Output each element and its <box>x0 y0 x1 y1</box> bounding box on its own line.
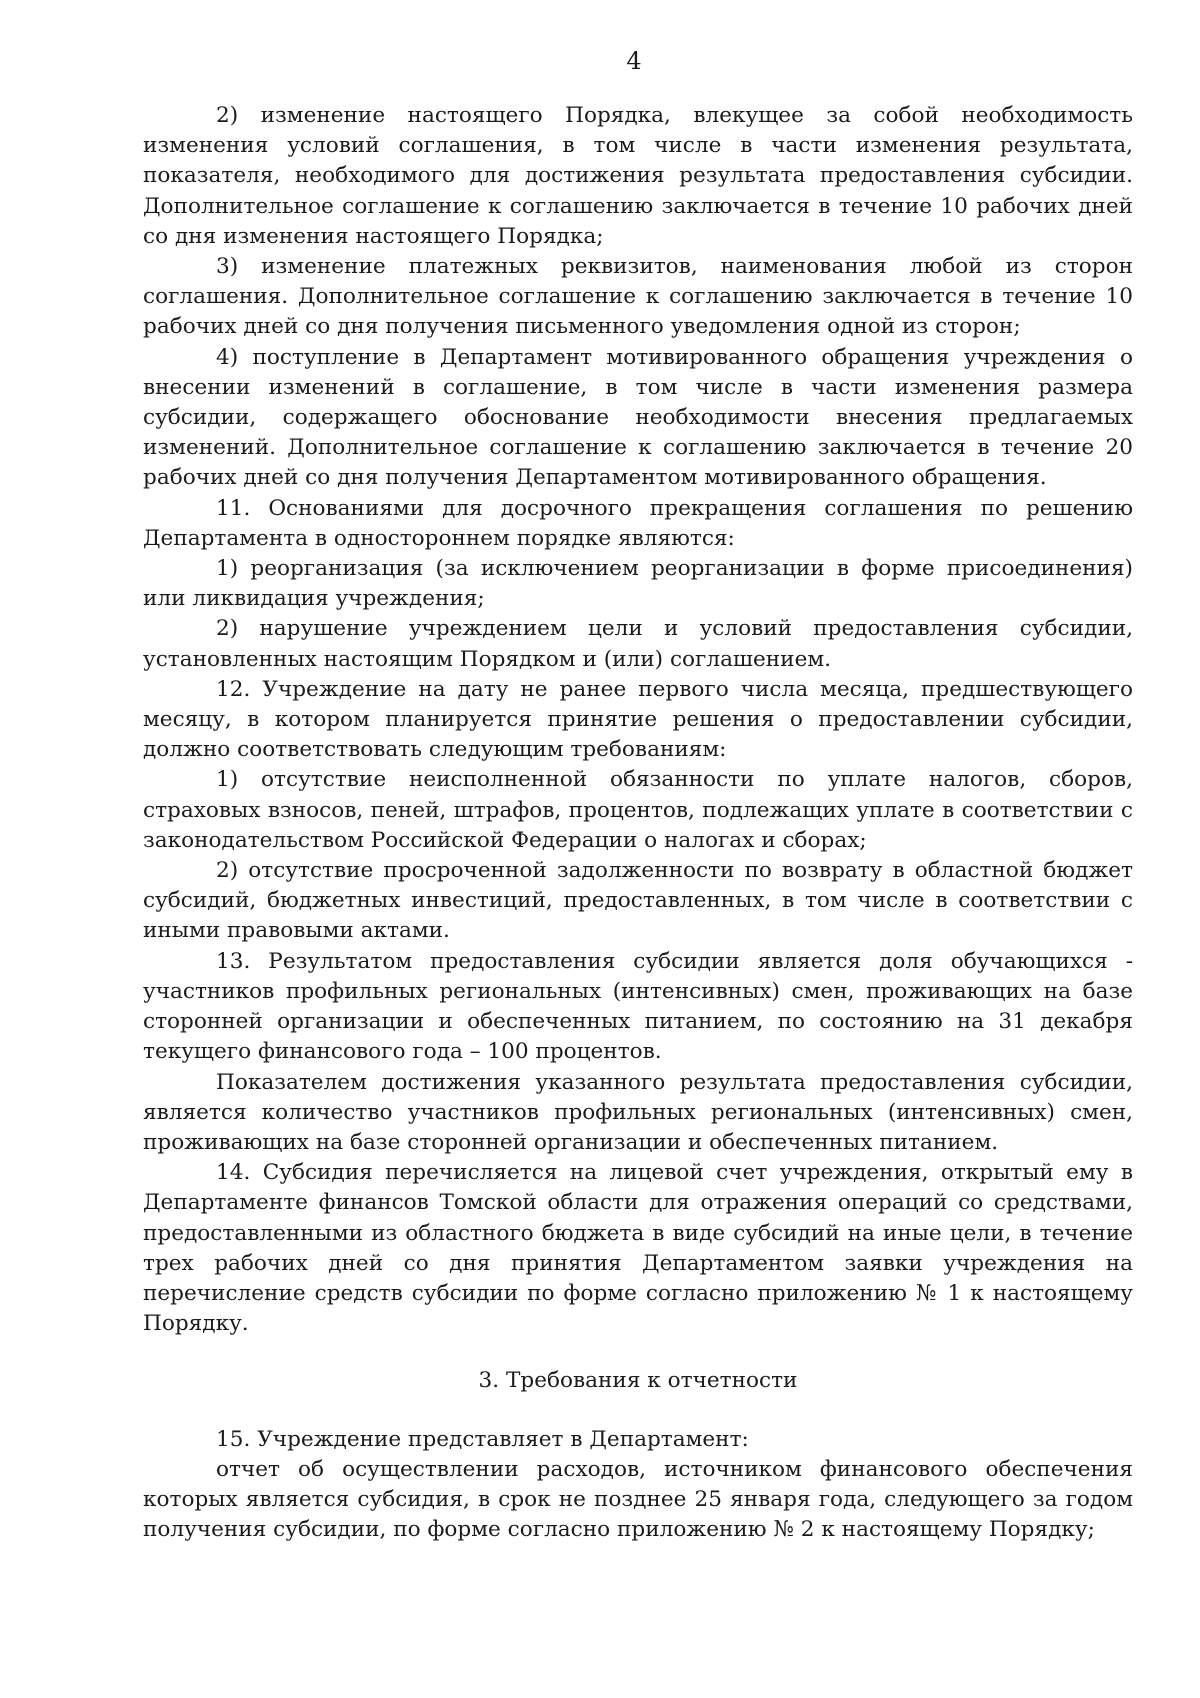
paragraph-clause-4-request: 4) поступление в Департамент мотивированного обращения учреждения о внесении изменений в соглашение, в том числе в части изменения размера субсидии, содержащего обоснование необходимости внесения предлагаемых изменений. Дополнительное соглашение к соглашению заключается в течение 20 рабочих дней со дня получения Департаментом мотивированного обращения. <box>143 344 1133 491</box>
paragraph-clause-2-amendment: 2) изменение настоящего Порядка, влекущее за собой необходимость изменения условий соглашения, в том числе в части изменения результата, показателя, необходимого для достижения результата предоставления субсидии. Дополнительное соглашение к соглашению заключается в течение 10 рабочих дней со дня изменения настоящего Порядка; <box>143 103 1133 249</box>
paragraph-clause-3-requisites: 3) изменение платежных реквизитов, наименования любой из сторон соглашения. Дополнительное соглашение к соглашению заключается в течение 10 рабочих дней со дня получения письменного уведомления одной из сторон; <box>143 254 1133 340</box>
paragraph-item-12-sub-1: 1) отсутствие неисполненной обязанности по уплате налогов, сборов, страховых взносов, пеней, штрафов, процентов, подлежащих уплате в соответствии с законодательством Российской Федерации о налогах и сборах; <box>143 767 1133 853</box>
paragraph-item-11: 11. Основаниями для досрочного прекращения соглашения по решению Департамента в одностороннем порядке являются: <box>143 495 1133 551</box>
page-number: 4 <box>626 47 642 75</box>
paragraph-item-15: 15. Учреждение представляет в Департамент: <box>216 1426 749 1452</box>
document-body <box>143 101 1133 1545</box>
paragraph-item-11-sub-2: 2) нарушение учреждением цели и условий предоставления субсидии, установленных настоящим Порядком и (или) соглашением. <box>143 616 1133 672</box>
paragraph-item-11-sub-1: 1) реорганизация (за исключением реорганизации в форме присоединения) или ликвидация учреждения; <box>143 556 1133 612</box>
paragraph-item-13: 13. Результатом предоставления субсидии является доля обучающихся - участников профильных региональных (интенсивных) смен, проживающих на базе сторонней организации и обеспеченных питанием, по состоянию на 31 декабря текущего финансового года – 100 процентов. <box>143 948 1133 1065</box>
section-heading: 3. Требования к отчетности <box>478 1368 798 1394</box>
paragraph-item-13-indicator: Показателем достижения указанного результата предоставления субсидии, является количество участников профильных региональных (интенсивных) смен, проживающих на базе сторонней организации и обеспеченных питанием. <box>143 1069 1133 1155</box>
paragraph-item-14: 14. Субсидия перечисляется на лицевой счет учреждения, открытый ему в Департаменте финансов Томской области для отражения операций со средствами, предоставленными из областного бюджета в виде субсидий на иные цели, в течение трех рабочих дней со дня принятия Департаментом заявки учреждения на перечисление средств субсидии по форме согласно приложению № 1 к настоящему Порядку. <box>143 1160 1133 1337</box>
paragraph-item-12-sub-2: 2) отсутствие просроченной задолженности по возврату в областной бюджет субсидий, бюджетных инвестиций, предоставленных, в том числе в соответствии с иными правовыми актами. <box>143 858 1133 944</box>
paragraph-item-15-report: отчет об осуществлении расходов, источником финансового обеспечения которых является субсидия, в срок не позднее 25 января года, следующего за годом получения субсидии, по форме согласно приложению № 2 к настоящему Порядку; <box>143 1456 1133 1543</box>
paragraph-item-12: 12. Учреждение на дату не ранее первого числа месяца, предшествующего месяцу, в котором планируется принятие решения о предоставлении субсидии, должно соответствовать следующим требованиям: <box>143 676 1133 763</box>
